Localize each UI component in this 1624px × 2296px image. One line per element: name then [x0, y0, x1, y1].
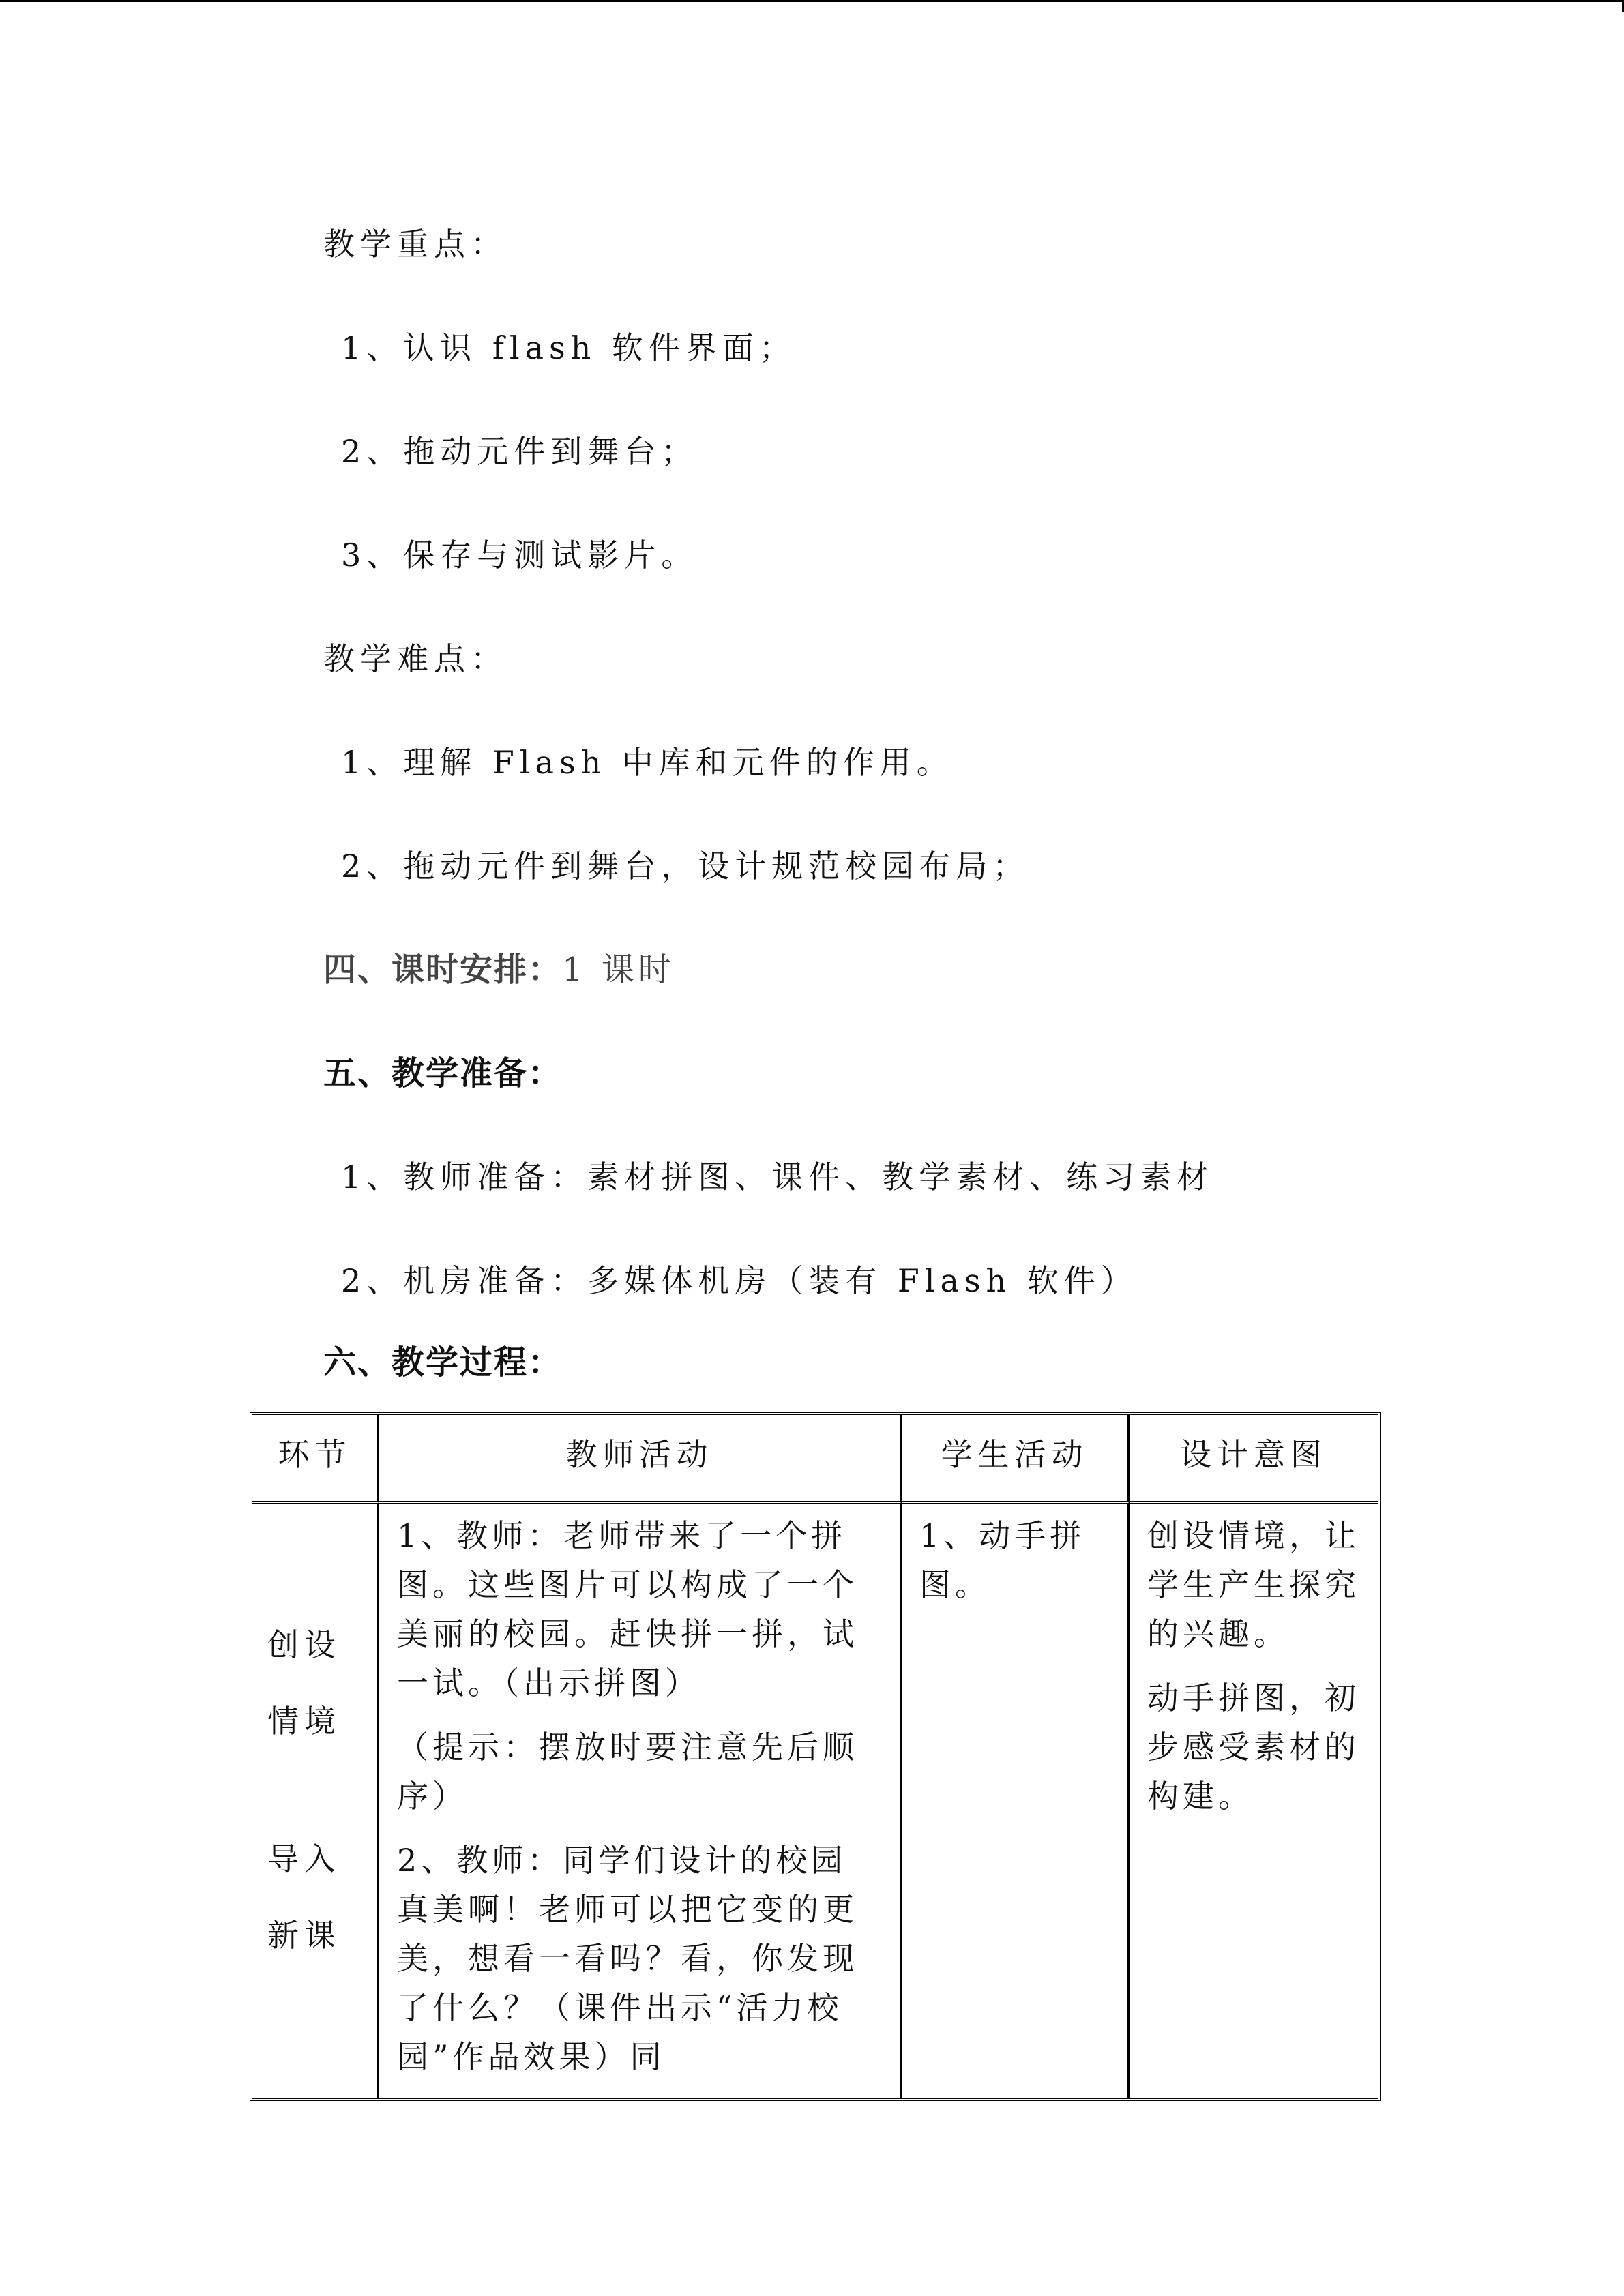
column-header-teacher: 教师活动 — [379, 1415, 902, 1504]
table-header-row — [252, 1415, 1378, 1504]
key-points-heading: 教学重点： — [323, 226, 507, 263]
column-header-design: 设计意图 — [1130, 1415, 1378, 1504]
schedule-heading: 四、课时安排： — [323, 951, 563, 989]
key-point-item-2: 2、拖动元件到舞台； — [341, 433, 698, 470]
teacher-activity-paragraph-1: 1、教师：老师带来了一个拼图。这些图片可以构成了一个美丽的校园。赶快拼一拼，试一试。（出示拼图） — [397, 1517, 858, 1701]
design-intent-paragraph-1: 创设情境，让学生产生探究的兴趣。 — [1147, 1517, 1360, 1652]
preparation-heading: 五、教学准备： — [323, 1054, 563, 1092]
design-intent-paragraph-2: 动手拼图，初步感受素材的构建。 — [1147, 1680, 1360, 1815]
teacher-activity-paragraph-3: 2、教师：同学们设计的校园真美啊！老师可以把它变的更美，想看一看吗？看，你发现了什么？（课件出示“活力校园”作品效果）同 — [397, 1842, 858, 2075]
column-header-stage: 环节 — [252, 1415, 379, 1504]
column-header-student: 学生活动 — [902, 1415, 1130, 1504]
process-heading: 六、教学过程： — [323, 1343, 563, 1382]
preparation-item-2: 2、机房准备：多媒体机房（装有 Flash 软件） — [341, 1262, 1138, 1299]
difficulty-item-2: 2、拖动元件到舞台，设计规范校园布局； — [341, 848, 1030, 884]
teaching-process-table — [250, 1412, 1381, 2101]
difficulties-heading: 教学难点： — [323, 640, 507, 677]
key-point-item-3: 3、保存与测试影片。 — [341, 537, 698, 573]
stage-line-4: 新课 — [267, 1917, 341, 1954]
difficulty-item-1: 1、理解 Flash 中库和元件的作用。 — [341, 744, 954, 781]
teacher-activity-cell — [379, 1504, 902, 2098]
stage-line-3: 导入 — [267, 1840, 341, 1877]
table-row — [252, 1504, 1378, 2098]
design-intent-cell — [1130, 1504, 1378, 2098]
stage-line-2: 情境 — [267, 1703, 341, 1740]
teacher-activity-paragraph-2: （提示：摆放时要注意先后顺序） — [397, 1729, 858, 1815]
schedule-value: 1 课时 — [562, 951, 675, 989]
student-activity-text: 1、动手拼图。 — [919, 1517, 1086, 1603]
student-activity-cell — [902, 1504, 1130, 2098]
stage-line-1: 创设 — [267, 1626, 341, 1663]
stage-cell — [252, 1504, 379, 2098]
preparation-item-1: 1、教师准备：素材拼图、课件、教学素材、练习素材 — [341, 1159, 1214, 1195]
schedule-line — [323, 949, 675, 990]
page-top-border — [0, 0, 1624, 2]
key-point-item-1: 1、认识 flash 软件界面； — [341, 329, 796, 366]
